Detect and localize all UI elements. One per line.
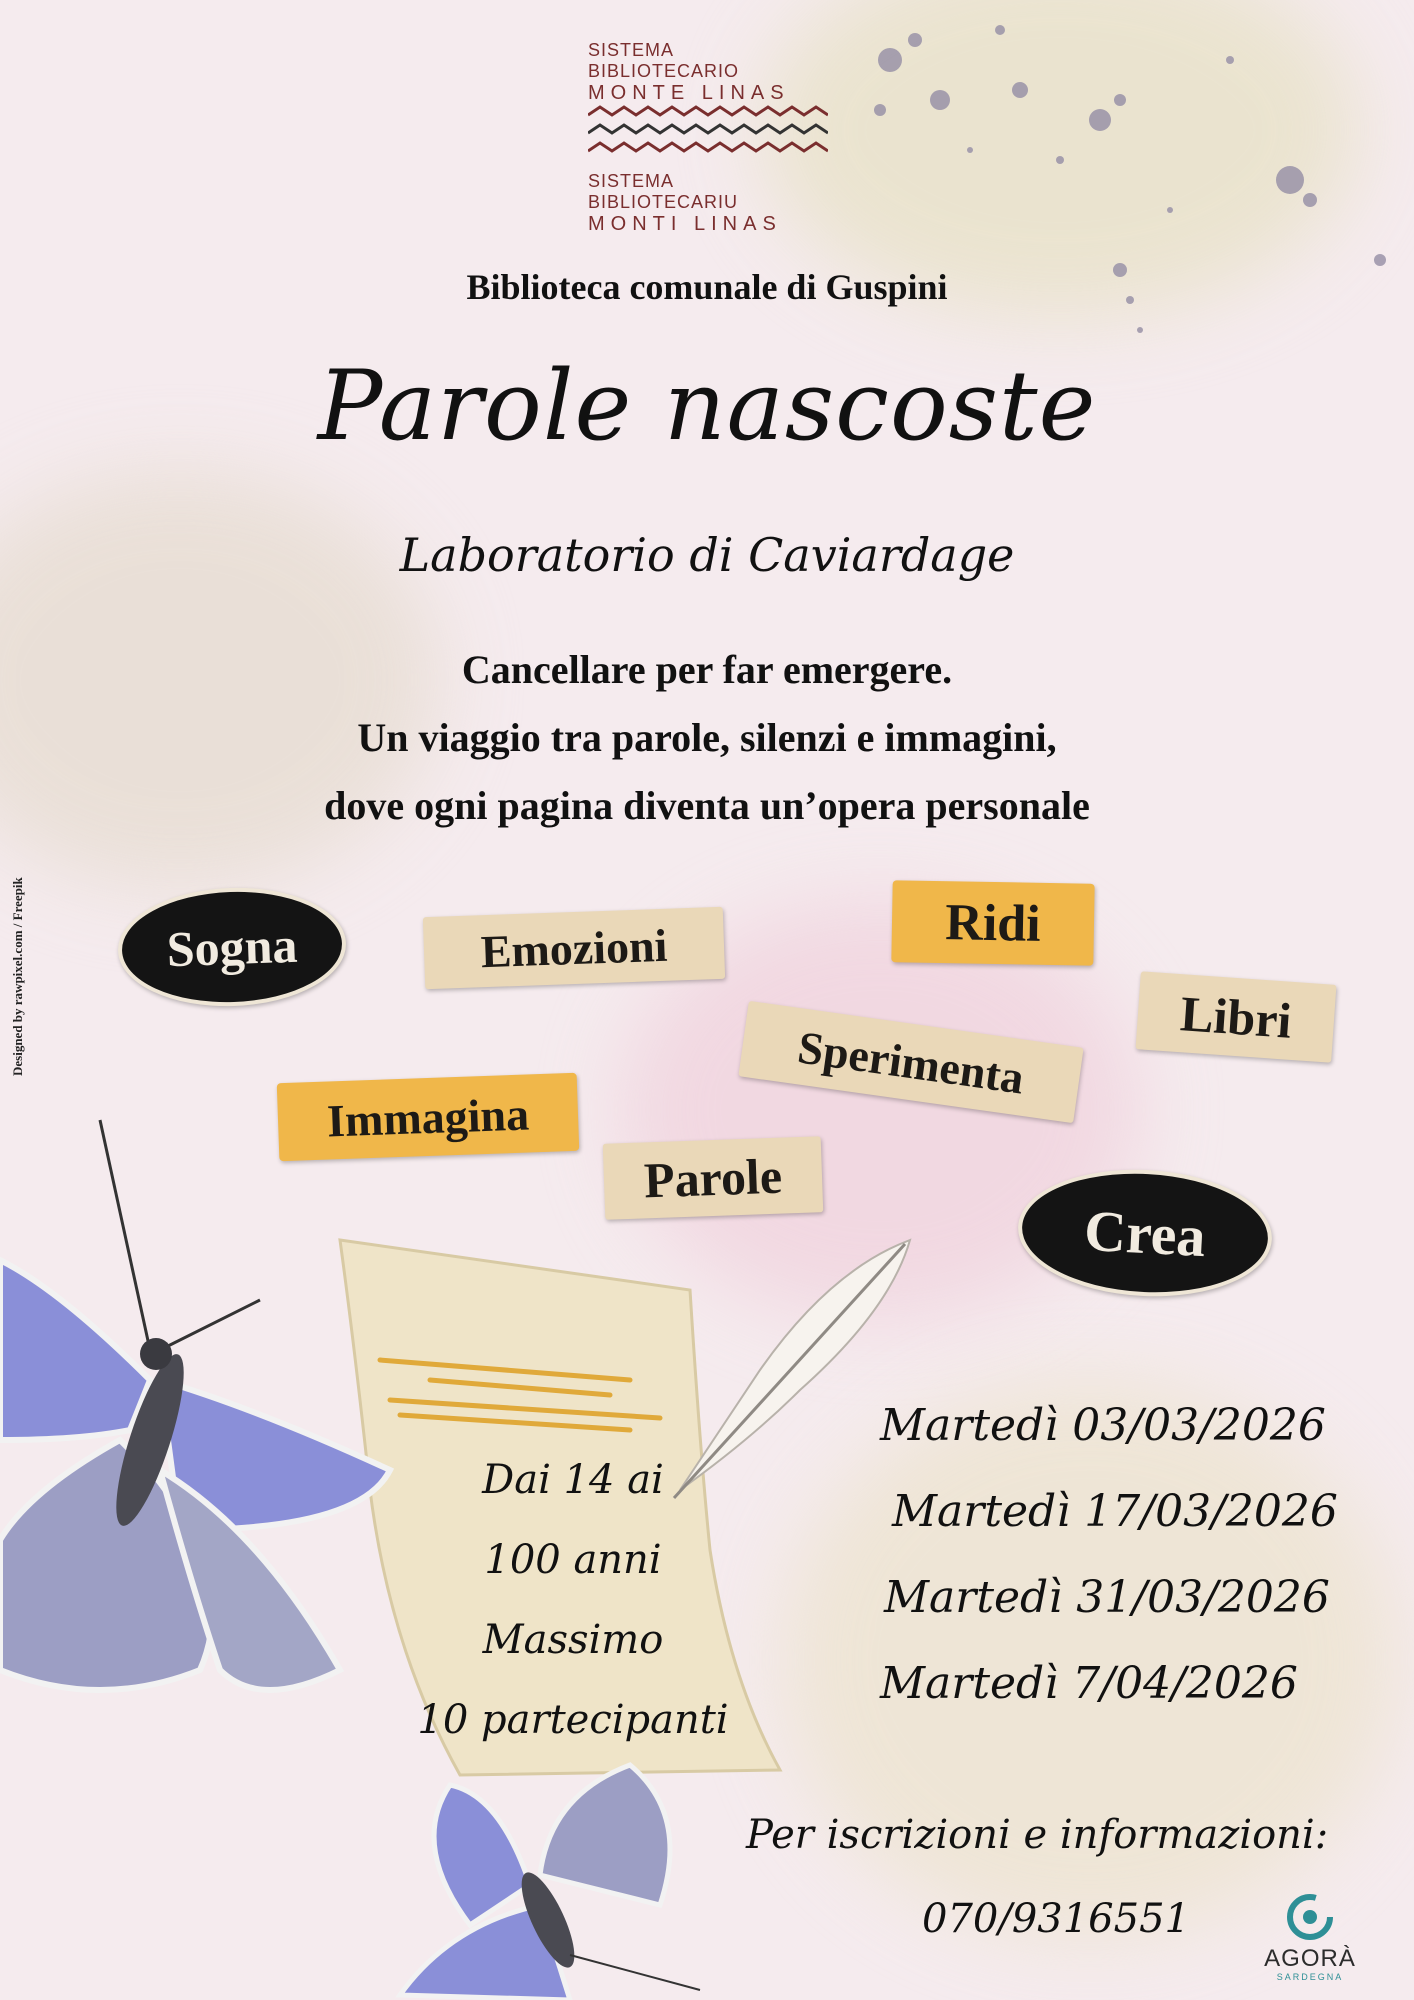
date-1: Martedì 03/03/2026 <box>880 1400 1326 1451</box>
tagline-line-3: dove ogni pagina diventa un’opera personale <box>324 783 1090 828</box>
event-title: Parole nascoste <box>317 350 1097 462</box>
audience-line-1: Dai 14 ai <box>482 1457 664 1503</box>
audience-line-2: 100 anni <box>484 1537 662 1583</box>
word-chip-sperimenta: Sperimenta <box>738 1001 1083 1123</box>
word-chip-sogna: Sogna <box>116 884 348 1010</box>
contact-phone[interactable]: 070/9316551 <box>922 1896 1190 1942</box>
agora-mark-icon <box>1285 1892 1335 1942</box>
logo-line-4: MONTI LINAS <box>588 213 782 235</box>
word-chip-crea: Crea <box>1015 1163 1275 1302</box>
word-chip-libri: Libri <box>1136 971 1337 1062</box>
library-system-logo <box>588 40 828 236</box>
word-chip-emozioni: Emozioni <box>423 907 725 989</box>
audience-line-3: Massimo <box>482 1617 664 1663</box>
tagline-line-2: Un viaggio tra parole, silenzi e immagini, <box>357 715 1057 760</box>
image-credit: Designed by rawpixel.com / Freepik <box>10 877 25 1076</box>
butterfly-small-icon <box>390 1755 720 2000</box>
contact-label: Per iscrizioni e informazioni: <box>746 1812 1329 1858</box>
word-chip-immagina: Immagina <box>277 1073 580 1161</box>
tagline-line-1: Cancellare per far emergere. <box>461 647 953 692</box>
agora-logo <box>1254 1892 1366 1982</box>
agora-region: SARDEGNA <box>1276 1972 1344 1982</box>
butterfly-large-icon <box>0 1110 400 1730</box>
word-chip-parole: Parole <box>603 1136 824 1220</box>
date-3: Martedì 31/03/2026 <box>884 1572 1330 1623</box>
audience-line-4: 10 partecipanti <box>417 1697 729 1743</box>
logo-line-3: SISTEMA BIBLIOTECARIU <box>588 171 739 212</box>
agora-name: AGORÀ <box>1264 1945 1356 1972</box>
date-4: Martedì 7/04/2026 <box>880 1658 1298 1709</box>
zigzag-icon <box>588 105 828 167</box>
event-subtitle: Laboratorio di Caviardage <box>399 528 1015 582</box>
audience-info <box>398 1440 748 1760</box>
library-name: Biblioteca comunale di Guspini <box>466 267 948 307</box>
logo-line-2: MONTE LINAS <box>588 82 790 104</box>
logo-line-1: SISTEMA BIBLIOTECARIO <box>588 40 740 81</box>
date-2: Martedì 17/03/2026 <box>892 1486 1338 1537</box>
tagline <box>0 636 1414 840</box>
word-chip-ridi: Ridi <box>891 880 1094 966</box>
